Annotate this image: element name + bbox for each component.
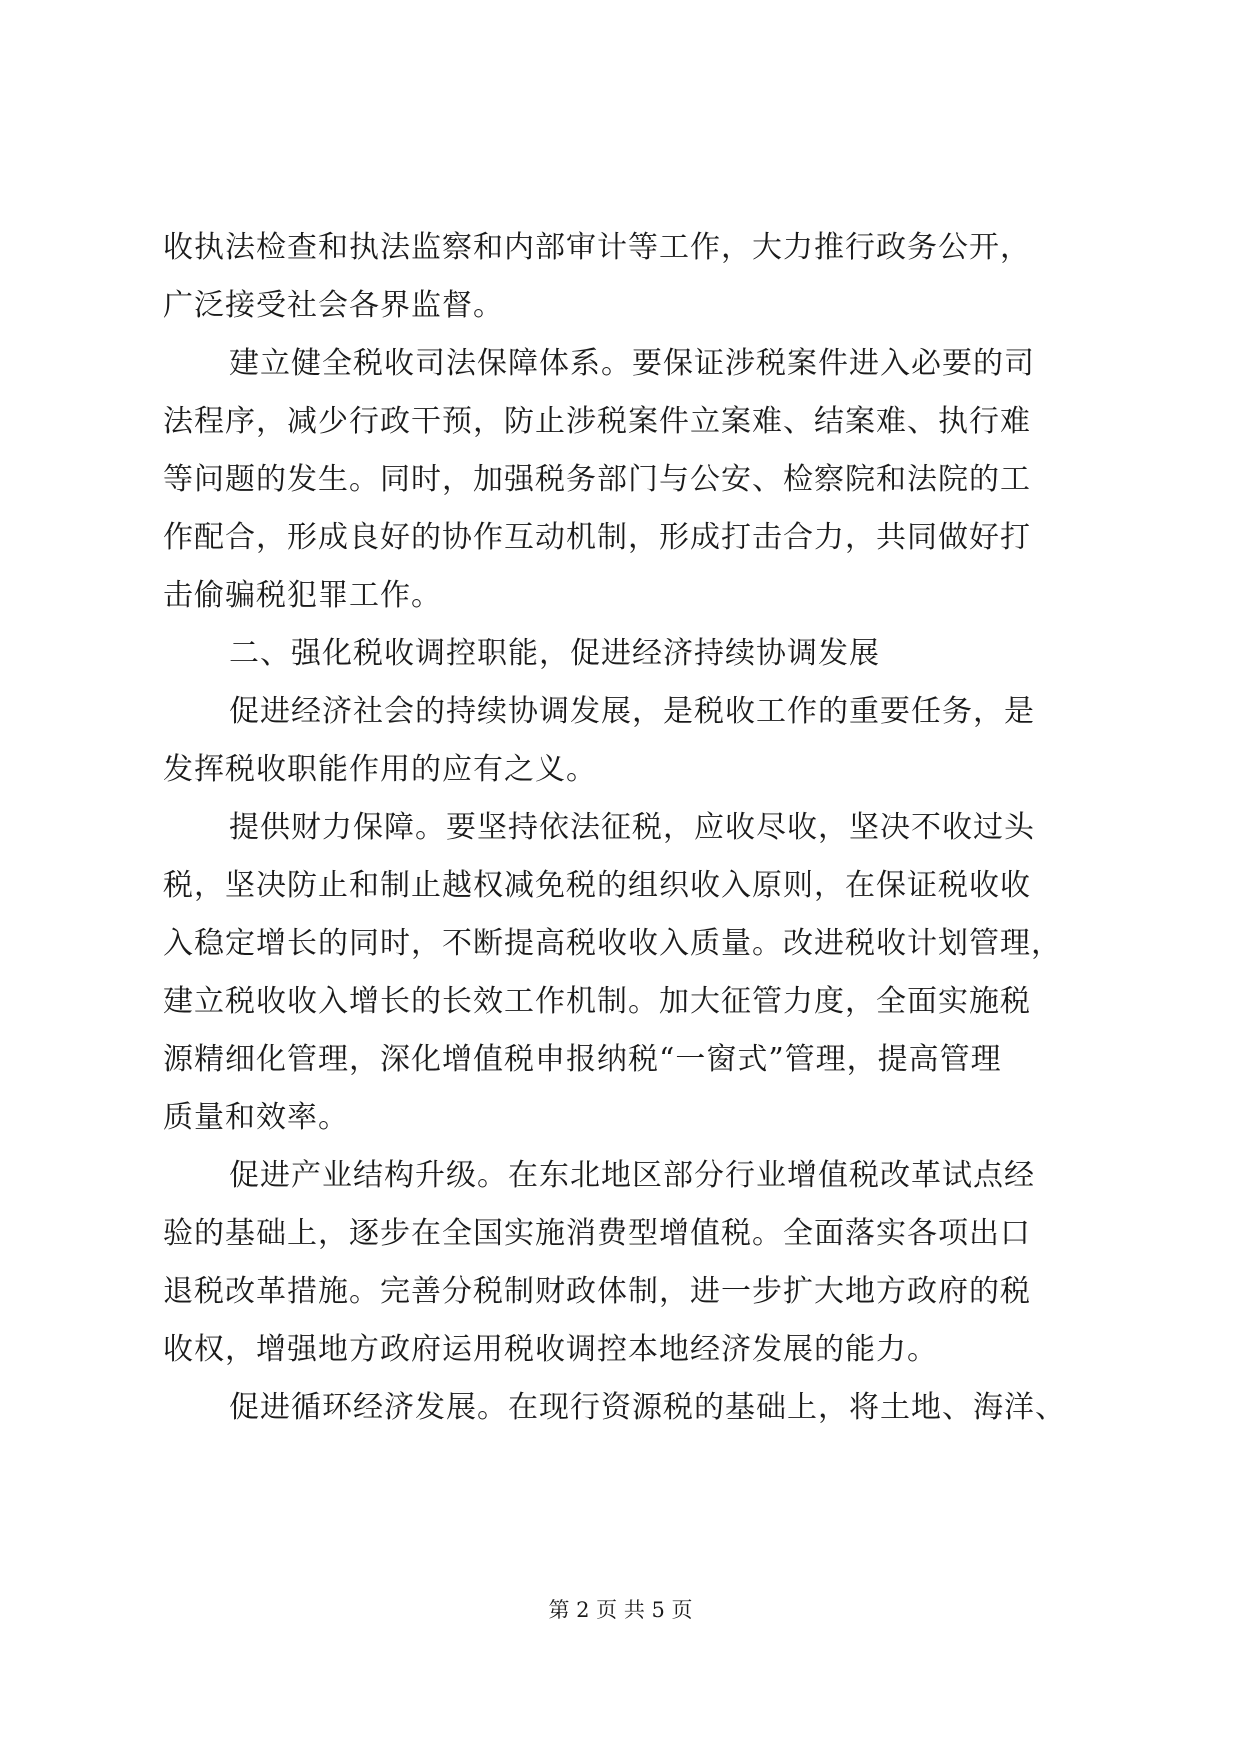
paragraph-line: 收权，增强地方政府运用税收调控本地经济发展的能力。 — [163, 1332, 938, 1367]
paragraph-line: 税，坚决防止和制止越权减免税的组织收入原则，在保证税收收 — [163, 868, 1031, 903]
paragraph-line: 源精细化管理，深化增值税申报纳税“一窗式”管理，提高管理 — [163, 1042, 1002, 1077]
paragraph-line: 退税改革措施。完善分税制财政体制，进一步扩大地方政府的税 — [163, 1274, 1031, 1309]
page-number-footer: 第 2 页 共 5 页 — [548, 1598, 693, 1622]
paragraph-line: 收执法检查和执法监察和内部审计等工作，大力推行政务公开， — [163, 230, 1031, 265]
paragraph-line: 提供财力保障。要坚持依法征税，应收尽收，坚决不收过头 — [229, 810, 1035, 845]
paragraph-line: 建立税收收入增长的长效工作机制。加大征管力度，全面实施税 — [163, 984, 1031, 1019]
paragraph-line: 发挥税收职能作用的应有之义。 — [163, 752, 597, 787]
paragraph-line: 促进产业结构升级。在东北地区部分行业增值税改革试点经 — [229, 1158, 1035, 1193]
paragraph-line: 质量和效率。 — [163, 1100, 349, 1135]
paragraph-line: 建立健全税收司法保障体系。要保证涉税案件进入必要的司 — [229, 346, 1035, 381]
paragraph-line: 等问题的发生。同时，加强税务部门与公安、检察院和法院的工 — [163, 462, 1031, 497]
paragraph-line: 法程序，减少行政干预，防止涉税案件立案难、结案难、执行难 — [163, 404, 1031, 439]
paragraph-line: 促进循环经济发展。在现行资源税的基础上，将土地、海洋、 — [229, 1390, 1066, 1425]
paragraph-line: 广泛接受社会各界监督。 — [163, 288, 504, 323]
paragraph-line: 击偷骗税犯罪工作。 — [163, 578, 442, 613]
section-heading: 二、强化税收调控职能，促进经济持续协调发展 — [229, 636, 880, 671]
paragraph-line: 入稳定增长的同时，不断提高税收收入质量。改进税收计划管理， — [163, 926, 1062, 961]
paragraph-line: 验的基础上，逐步在全国实施消费型增值税。全面落实各项出口 — [163, 1216, 1031, 1251]
paragraph-line: 作配合，形成良好的协作互动机制，形成打击合力，共同做好打 — [163, 520, 1031, 555]
paragraph-line: 促进经济社会的持续协调发展，是税收工作的重要任务，是 — [229, 694, 1035, 729]
